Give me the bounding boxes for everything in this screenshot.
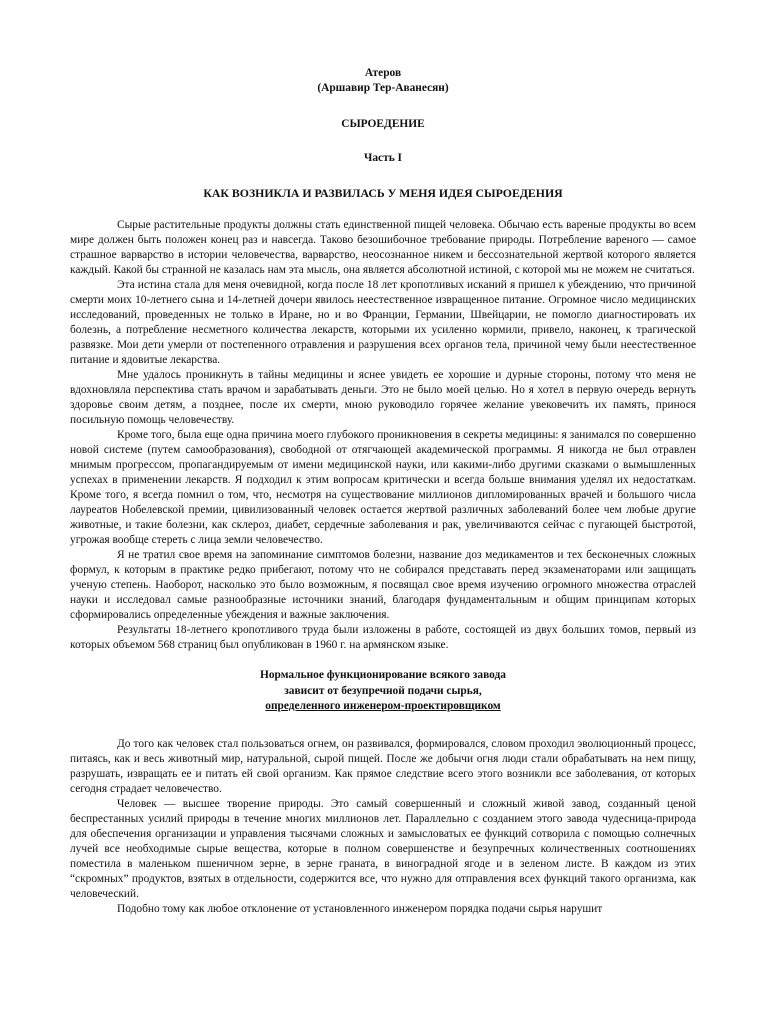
chapter-heading: КАК ВОЗНИКЛА И РАЗВИЛАСЬ У МЕНЯ ИДЕЯ СЫРОЕДЕНИЯ (203, 186, 563, 200)
author-name: Атеров (364, 67, 402, 79)
subheading-line: определенного инженером-проектировщиком (265, 700, 501, 712)
section-subheading (70, 668, 696, 715)
paragraph: Мне удалось проникнуть в тайны медицины и яснее увидеть ее хорошие и дурные стороны, потому что меня не вдохновляла перспектива стать врачом и зарабатывать деньги. Это не было моей целью. Но я хотел в первую очередь вернуть здоровье своим детям, а позднее, после их смерти, мною руководило горячее желание увековечить их память, принося посильную помощь человечеству. (70, 369, 696, 426)
paragraph: Эта истина стала для меня очевидной, когда после 18 лет кропотливых исканий я пришел к убеждению, что причиной смерти моих 10-летнего сына и 14-летней дочери явилось неестественное извращенное питание. Огромное число медицинских исследований, проведенных не только в Иране, но и во Франции, Германии, Швейцарии, не помогло диагностировать их болезнь, а потребление несметного количества лекарств, которыми их усиленно кормили, привело, наконец, к трагической развязке. Мои дети умерли от постепенного отравления и разрушения всех органов тела, причиной чему были неестественное питание и ядовитые лекарства. (70, 279, 696, 366)
section-1 (70, 218, 696, 653)
subheading-line: Нормальное функционирование всякого завода (260, 669, 506, 681)
paragraph: Сырые растительные продукты должны стать единственной пищей человека. Обычаю есть вареные продукты во всем мире должен быть положен конец раз и навсегда. Таково безошибочное требование природы. Потребление вареного — самое страшное варварство в истории человечества, варварство, неосознанное никем и бессознательной жертвой которого является каждый. Какой бы странной не казалась нам эта мысль, она является абсолютной истиной, с которой мы не можем не считаться. (70, 219, 696, 276)
book-title: СЫРОЕДЕНИЕ (341, 118, 425, 130)
paragraph: Кроме того, была еще одна причина моего глубокого проникновения в секреты медицины: я занимался по совершенно новой системе (путем самообразования), свободной от отягчающей академической программы. Я никогда не был отравлен мнимым прогрессом, пропагандируемым от имени медицинской науки, или какими-либо другими сказками о вымышленных успехах в применении лекарств. Я подходил к этим вопросам критически и всегда больше внимания уделял их недостаткам. Кроме того, я всегда помнил о том, что, несмотря на существование миллионов дипломированных врачей и большого числа лауреатов Нобелевской премии, цивилизованный человек остается жертвой различных заболеваний более чем любые другие животные, и такие болезни, как склероз, диабет, сердечные заболевания и рак, увеличиваются сейчас с пугающей быстротой, угрожая вообще стереть с лица земли человечество. (70, 429, 696, 546)
paragraph: Человек — высшее творение природы. Это самый совершенный и сложный живой завод, созданный ценой беспрестанных усилий природы в течение многих миллионов лет. Параллельно с созданием этого завода чудесница-природа для обеспечения организации и управления тысячами сложных и замысловатых ее функций сотворила с помощью солнечных лучей все необходимые сырые вещества, которые в полном совершенстве и безупречных количественных соотношениях поместила в маленьком пшеничном зерне, в зерне граната, в виноградной ягоде и в зеленом листе. В каждом из этих “скромных” продуктов, взятых в отдельности, содержится все, что нужно для отправления всех функций такого организма, как человеческий. (70, 797, 696, 900)
paragraph: До того как человек стал пользоваться огнем, он развивался, формировался, словом проходил эволюционный процесс, питаясь, как и весь животный мир, натуральной, сырой пищей. После же добычи огня люди стали обрабатывать на нем пищу, разрушать, извращать ее и питать ей свой организм. Как прямое следствие всего этого возникли все заболевания, от которых сегодня страдает человечество. (70, 737, 696, 795)
document-page (70, 66, 696, 917)
part-heading: Часть I (363, 152, 402, 164)
author-real-name: (Аршавир Тер-Аванесян) (317, 82, 449, 94)
section-2 (70, 737, 696, 917)
paragraph: Результаты 18-летнего кропотливого труда были изложены в работе, состоящей из двух больших томов, первый из которых объемом 568 страниц был опубликован в 1960 г. на армянском языке. (70, 624, 696, 651)
subheading-line: зависит от безупречной подачи сырья, (284, 684, 482, 697)
paragraph: Я не тратил свое время на запоминание симптомов болезни, название доз медикаментов и тех бесконечных сложных формул, к которым в практике редко прибегают, потому что не собирался представать перед экзаменаторами или защищать ученую степень. Наоборот, насколько это было возможным, я посвящал свое время изучению огромного множества отраслей науки и исследовал самые разнообразные источники знаний, благодаря фундаментальным и общим принципам которых сформировались определенные убеждения и важные заключения. (70, 549, 696, 621)
paragraph: Подобно тому как любое отклонение от установленного инженером порядка подачи сырья нарушит (117, 902, 603, 915)
